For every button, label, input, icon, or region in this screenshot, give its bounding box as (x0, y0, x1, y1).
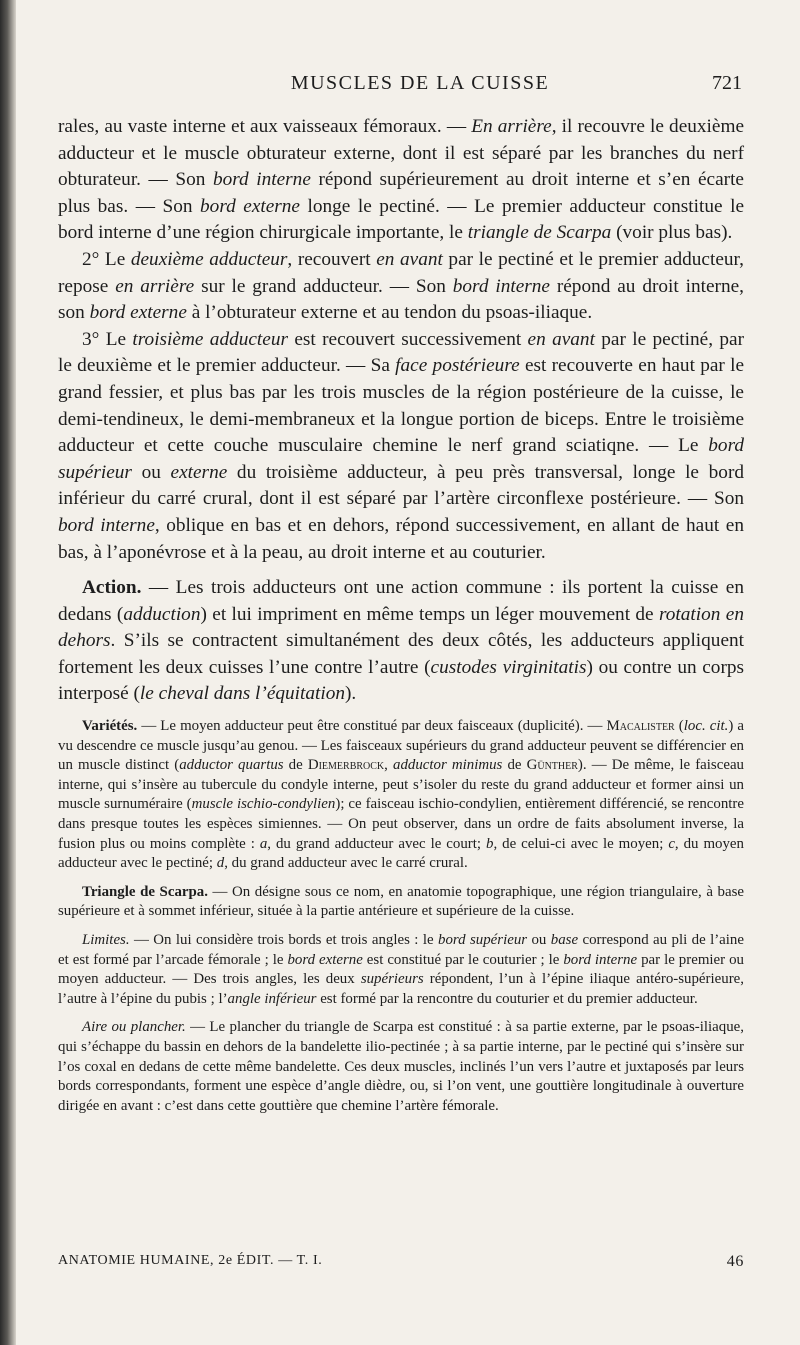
text-block (58, 114, 744, 1125)
footer-signature: ANATOMIE HUMAINE, 2e ÉDIT. — T. I. (58, 1253, 323, 1268)
running-title: MUSCLES DE LA CUISSE (290, 72, 550, 94)
note-triangle-de-scarpa: Triangle de Scarpa. — On désigne sous ce nom, en anatomie topographique, une région triangulaire, à base supérieure et à sommet inférieur, située à la partie antérieure et supérieure de la cuisse. (58, 883, 744, 920)
note-aire-plancher: Aire ou plancher. — Le plancher du triangle de Scarpa est constitué : à sa partie externe, par le psoas-iliaque, qui s’échappe du bassin en dehors de la bandelette ilio-pectinée ; à sa partie interne, par le pectiné qui s’insère sur l’os coxal en dedans de cette même bandelette. Ces deux muscles, inclinés l’un vers l’autre et juxtaposés par leurs bords correspondants, forment une espèce d’angle dièdre, ou, si l’on vent, une gouttière longitudinale à ouverture dirigée en avant : c’est dans cette gouttière que chemine l’artère fémorale. (58, 1019, 744, 1114)
note-varietes: Variétés. — Le moyen adducteur peut être constitué par deux faisceaux (duplicité). — Macalister (loc. cit.) a vu descendre ce muscle jusqu’au genou. — Les faisceaux supérieurs du grand adducteur peuvent se différencier en un muscle distinct (adductor quartus de Diemerbrock, adductor minimus de Günther). — De même, le faisceau interne, qui s’insère au tubercule du condyle interne, peut s’isoler du reste du grand adducteur et former ainsi un muscle surnuméraire (muscle ischio-condylien); ce faisceau ischio-condylien, entièrement différencié, se rencontre dans presque toutes les espèces simiennes. — On peut observer, dans un ordre de faits absolument inverse, la fusion plus ou moins complète : a, du grand adducteur avec le court; b, de celui-ci avec le moyen; c, du moyen adducteur avec le pectiné; d, du grand adducteur avec le carré crural. (58, 718, 745, 872)
footer-sheet-number: 46 (726, 1253, 744, 1270)
paragraph-action: Action. — Les trois adducteurs ont une action commune : ils portent la cuisse en dedans (adduction) et lui impriment en même temps un léger mouvement de rotation en dehors. S’ils se contractent simultanément des deux côtés, les adducteurs appliquent fortement les deux cuisses l’une contre l’autre (custodes virginitatis) ou contre un corps interposé (le cheval dans l’équitation). (58, 577, 745, 705)
main-text (58, 114, 744, 708)
page-gutter (0, 0, 16, 1345)
running-head (58, 72, 742, 98)
small-print-notes (58, 717, 744, 1116)
paragraph-continuation: rales, au vaste interne et aux vaisseaux fémoraux. — En arrière, il recouvre le deuxième adducteur et le muscle obturateur externe, dont il est séparé par les branches du nerf obturateur. — Son bord interne répond supérieurement au droit interne et s’en écarte plus bas. — Son bord externe longe le pectiné. — Le premier adducteur constitue le bord interne d’une région chirurgicale importante, le triangle de Scarpa (voir plus bas). (58, 116, 745, 244)
paragraph-troisieme-adducteur: 3° Le troisième adducteur est recouvert successivement en avant par le pectiné, par le deuxième et le premier adducteur. — Sa face postérieure est recouverte en haut par le grand fessier, et plus bas par les trois muscles de la région postérieure de la cuisse, le demi-tendineux, le demi-membraneux et la longue portion de biceps. Entre le troisième adducteur et cette couche musculaire chemine le nerf grand sciatiqne. — Le bord supérieur ou externe du troisième adducteur, à peu près transversal, longe le bord inférieur du carré crural, dont il est séparé par l’artère circonflexe postérieure. — Son bord interne, oblique en bas et en dehors, répond successivement, en allant de haut en bas, à l’aponévrose et à la peau, au droit interne et au couturier. (58, 328, 745, 563)
paragraph-deuxieme-adducteur: 2° Le deuxième adducteur, recouvert en avant par le pectiné et le premier adducteur, repose en arrière sur le grand adducteur. — Son bord interne répond au droit interne, son bord externe à l’obturateur externe et au tendon du psoas-iliaque. (58, 248, 744, 324)
page-footer (58, 1253, 744, 1275)
page-number: 721 (712, 72, 742, 94)
note-limites: Limites. — On lui considère trois bords et trois angles : le bord supérieur ou base correspond au pli de l’aine et est formé par l’arcade fémorale ; le bord externe est constitué par le couturier ; le bord interne par le premier ou moyen adducteur. — Des trois angles, les deux supérieurs répondent, l’un à l’épine iliaque antéro-supérieure, l’autre à l’épine du pubis ; l’angle inférieur est formé par la rencontre du couturier et du premier adducteur. (58, 932, 744, 1007)
